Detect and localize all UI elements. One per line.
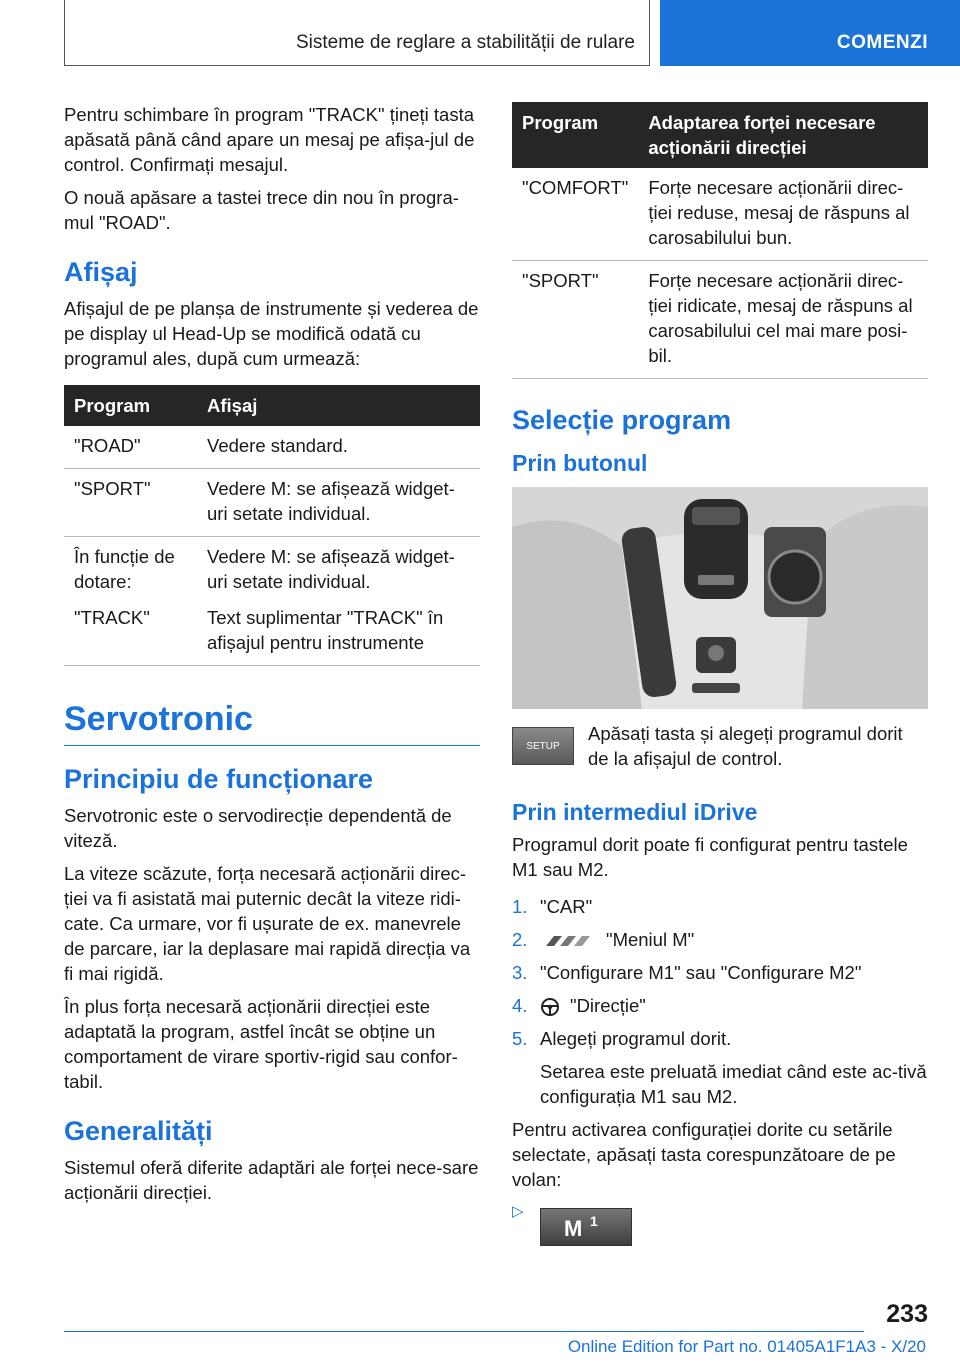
page-number: 233: [886, 1300, 928, 1328]
paragraph: În plus forța necesară acționării direcției este adaptată la program, astfel încât se obține un comportament de virare sportiv-rigid sau confor-tabil.: [64, 996, 458, 1092]
section-heading-general: Generalități: [64, 1116, 213, 1146]
table-row: [64, 469, 480, 537]
table-cell: "ROAD": [64, 426, 197, 469]
setup-instruction: [512, 721, 928, 779]
step-text: Alegeți programul dorit.: [540, 1028, 732, 1049]
paragraph: Apăsați tasta și alegeți programul dorit de la afișajul de control.: [588, 723, 903, 769]
table-cell: "SPORT": [512, 261, 638, 379]
table-row: [512, 168, 928, 261]
step-number: 4.: [512, 995, 528, 1016]
m-stripes-icon: [540, 934, 596, 948]
paragraph: Programul dorit poate fi configurat pentru tastele M1 sau M2.: [512, 834, 908, 880]
list-item: [512, 993, 928, 1018]
step-text: "Configurare M1" sau "Configurare M2": [540, 962, 862, 983]
footer-edition: Online Edition for Part no. 01405A1F1A3 - X/20: [567, 1337, 926, 1356]
section-heading-display: Afișaj: [64, 257, 138, 287]
section-title: COMENZI: [836, 32, 928, 53]
m1-button-icon: [556, 1212, 616, 1242]
table-header-row: [512, 102, 928, 168]
table-cell: Vedere standard.: [197, 426, 480, 469]
step-number: 1.: [512, 896, 528, 917]
subheading-button: Prin butonul: [512, 450, 648, 476]
list-item: [512, 894, 928, 919]
chapter-tab: [64, 0, 650, 66]
chapter-title: Sisteme de reglare a stabilității de rulare: [295, 32, 635, 53]
paragraph: Pentru schimbare în program "TRACK" țineți tasta apăsată până când apare un mesaj pe afișa-jul de control. Confirmați mesajul.: [64, 104, 475, 175]
section-heading-selection: Selecție program: [512, 405, 732, 435]
subheading-idrive: Prin intermediul iDrive: [512, 799, 758, 825]
bullet-item: [512, 1200, 928, 1246]
section-heading-principle: Principiu de funcționare: [64, 764, 374, 794]
chapter-heading-servotronic: Servotronic: [64, 700, 480, 746]
column-header: Program: [64, 385, 197, 426]
svg-text:1: 1: [590, 1213, 598, 1229]
setup-key-icon: SETUP: [512, 727, 574, 765]
table-cell: Text suplimentar "TRACK" în afișajul pentru instrumente: [197, 598, 480, 666]
bullet-marker: ▷: [512, 1203, 524, 1220]
paragraph: Servotronic este o servodirecție dependentă de viteză.: [64, 805, 452, 851]
list-item: [512, 1026, 928, 1051]
section-tab: [660, 0, 960, 66]
steps-list: [512, 894, 928, 1051]
table-row: [512, 261, 928, 379]
list-item: [512, 960, 928, 985]
paragraph: Afișajul de pe planșa de instrumente și vederea de pe display ul Head-Up se modifică odată cu programul ales, după cum urmează:: [64, 298, 479, 369]
step-number: 3.: [512, 962, 528, 983]
left-column: [64, 102, 480, 1213]
paragraph: O nouă apăsare a tastei trece din nou în progra-mul "ROAD".: [64, 187, 459, 233]
table-cell: "COMFORT": [512, 168, 638, 261]
page-header: [0, 0, 960, 66]
column-header: Program: [512, 102, 638, 168]
column-header: Afișaj: [197, 385, 480, 426]
table-cell: Forțe necesare acționării direc-ției ridicate, mesaj de răspuns al carosabilului cel mai mare posi-bil.: [638, 261, 928, 379]
table-cell: Forțe necesare acționării direc-ției reduse, mesaj de răspuns al carosabilului bun.: [638, 168, 928, 261]
table-cell: În funcție de dotare:: [74, 546, 175, 592]
footer-divider: [64, 1331, 864, 1332]
table-header-row: [64, 385, 480, 426]
step-number: 2.: [512, 929, 528, 950]
step-text: "Meniul M": [606, 929, 695, 950]
steering-wheel-icon: [540, 997, 560, 1017]
center-console-photo: [512, 487, 928, 709]
svg-text:M: M: [564, 1216, 583, 1241]
table-cell: "SPORT": [64, 469, 197, 537]
table-row: [64, 537, 480, 599]
table-row: [64, 598, 480, 666]
step-note: Setarea este preluată imediat când este ac-tivă configurația M1 sau M2.: [540, 1061, 927, 1107]
display-table: [64, 385, 480, 666]
table-cell: "TRACK": [64, 598, 197, 666]
paragraph: Sistemul oferă diferite adaptări ale forței nece-sare acționării direcției.: [64, 1157, 479, 1203]
console-illustration-icon: [512, 487, 928, 709]
step-number: 5.: [512, 1028, 528, 1049]
table-cell: Vedere M: se afișează widget-uri setate individual.: [207, 546, 455, 592]
right-column: [512, 102, 928, 1246]
paragraph: La viteze scăzute, forța necesară acționării direc-ției va fi asistată mai puternic decât la viteze ridi-cate. Ca urmare, vor fi ușurate de ex. manevrele de parcare, iar la deplasare mai rapidă direcția va fi mai rigidă.: [64, 863, 471, 984]
m1-key-icon: [540, 1208, 632, 1246]
table-cell: Vedere M: se afișează widget-uri setate individual.: [197, 469, 480, 537]
list-item: [512, 927, 928, 952]
column-header: Adaptarea forței necesare acționării direcției: [638, 102, 928, 168]
paragraph: Pentru activarea configurației dorite cu setările selectate, apăsați tasta corespunzătoare de pe volan:: [512, 1119, 896, 1190]
step-text: "Direcție": [570, 995, 646, 1016]
program-table: [512, 102, 928, 379]
step-text: "CAR": [540, 896, 593, 917]
table-row: [64, 426, 480, 469]
